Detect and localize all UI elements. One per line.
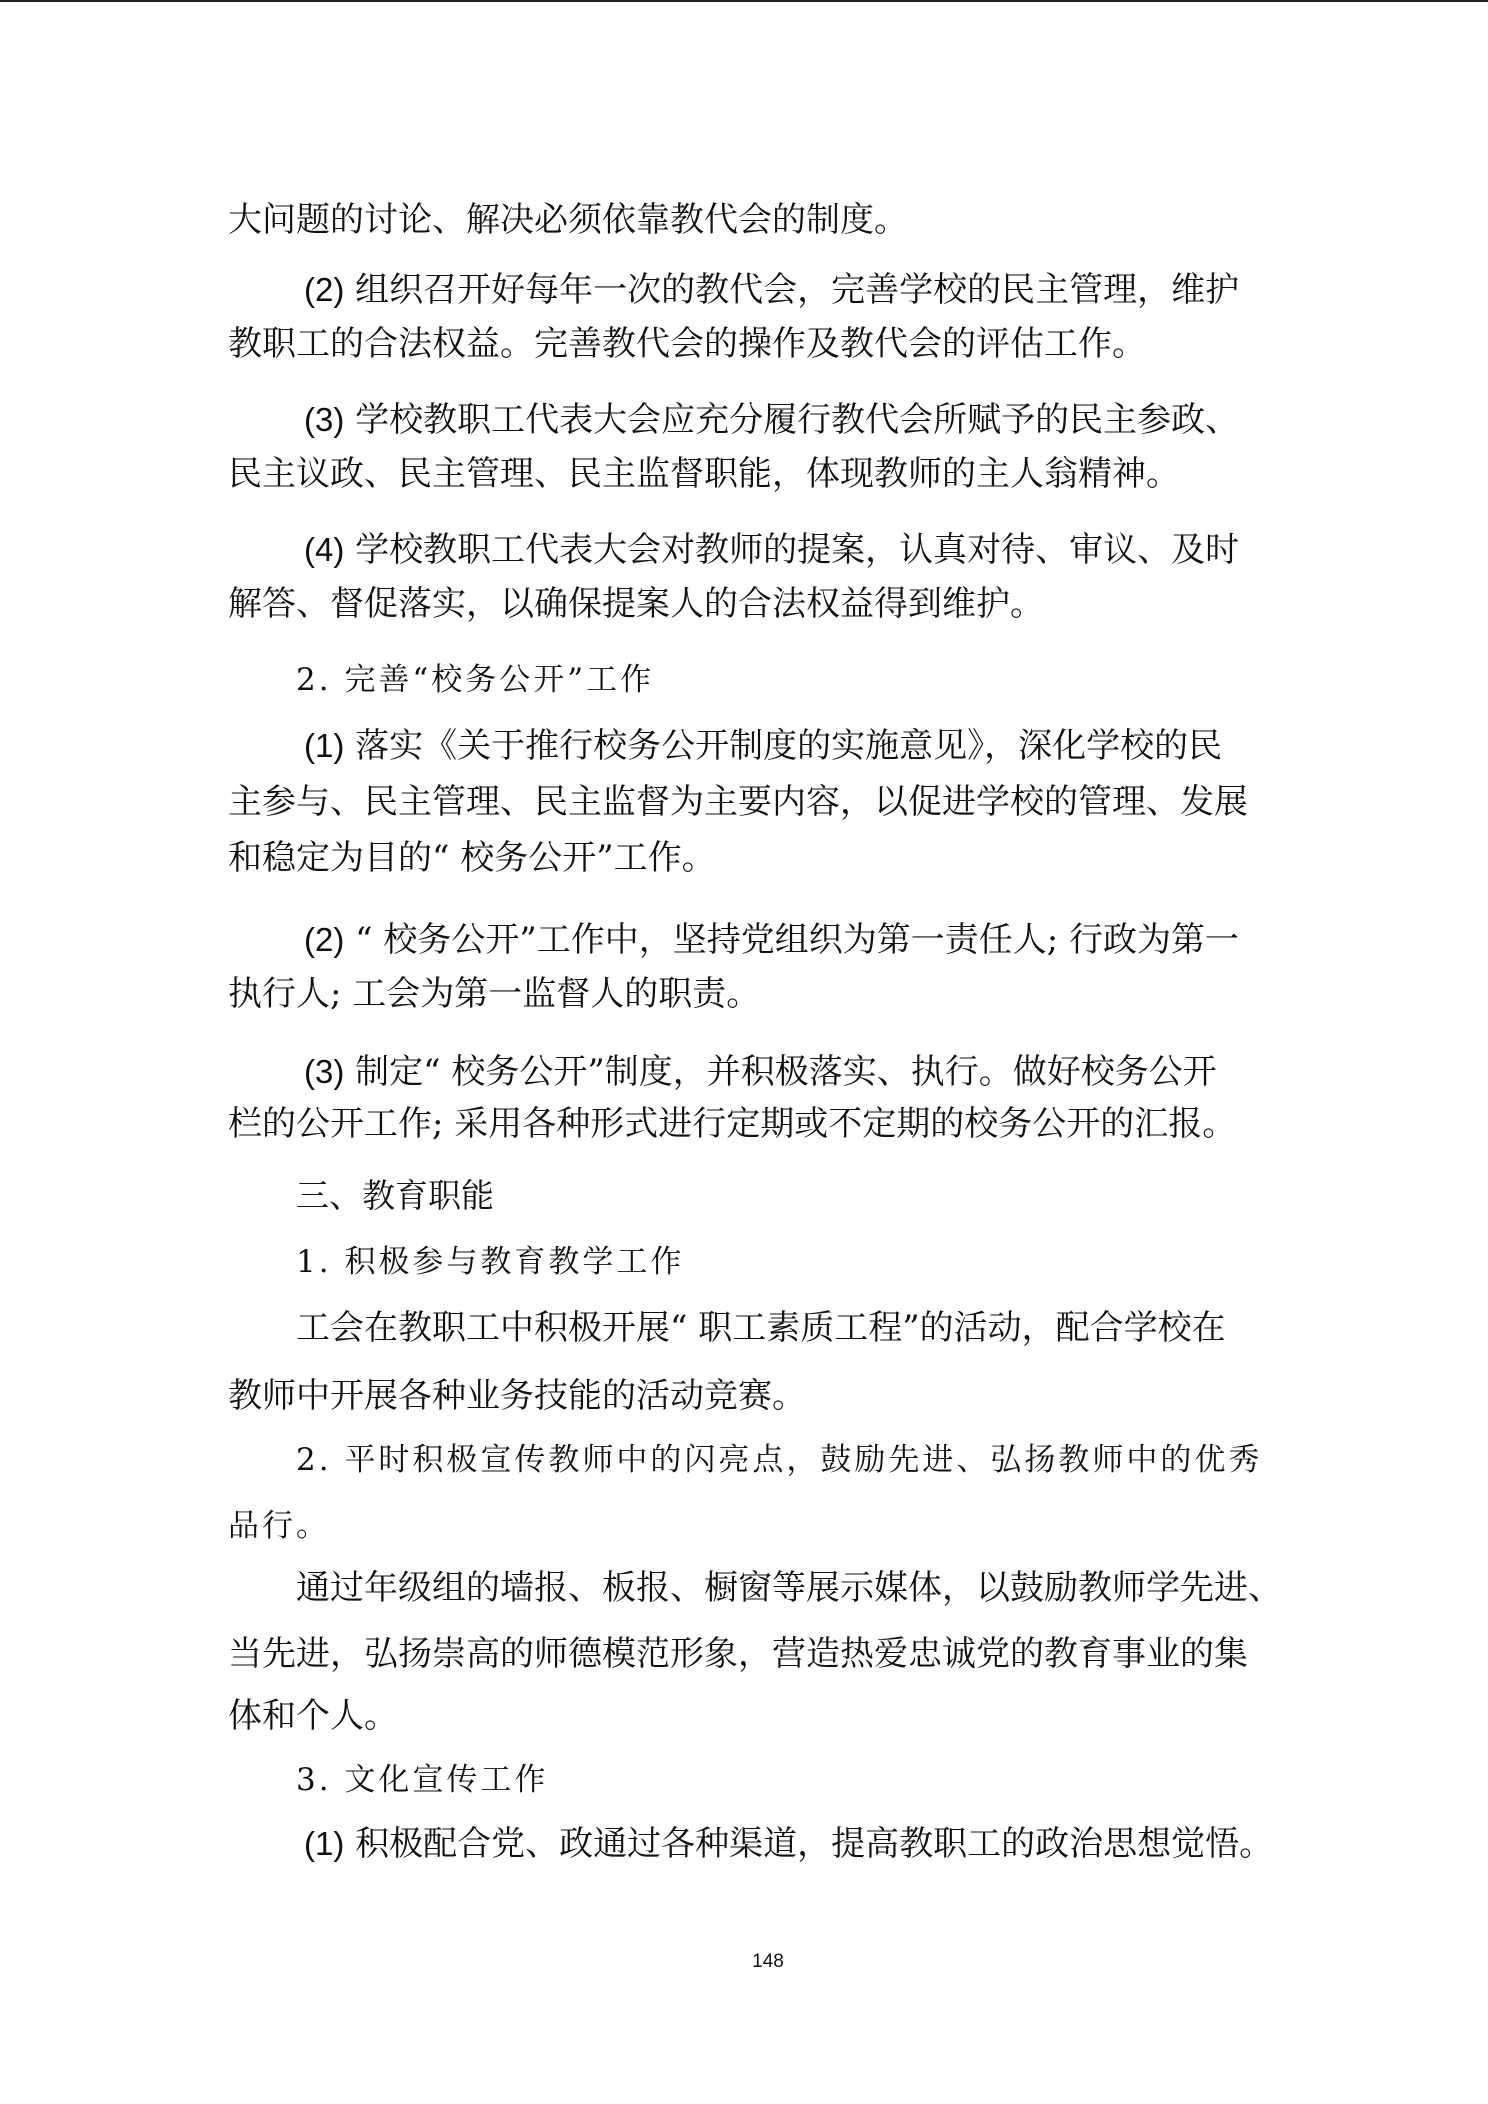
- subsection-heading: [296, 1242, 684, 1282]
- text-line: 栏的公开工作; 采用各种形式进行定期或不定期的校务公开的汇报。: [228, 1104, 1237, 1144]
- item-text: 组织召开好每年一次的教代会，完善学校的民主管理，维护: [355, 270, 1240, 310]
- subsection-text: 积极参与教育教学工作: [344, 1244, 685, 1280]
- page-number: 148: [752, 1951, 784, 1972]
- item-marker: 2.: [296, 662, 332, 698]
- list-item: [304, 1052, 1217, 1092]
- item-marker: (2): [304, 921, 345, 958]
- text-line: 教师中开展各种业务技能的活动竞赛。: [228, 1376, 806, 1416]
- text-line: 当先进，弘扬崇高的师德模范形象，营造热爱忠诚党的教育事业的集: [228, 1634, 1248, 1674]
- list-item: [304, 400, 1239, 440]
- item-marker: 1.: [296, 1244, 332, 1280]
- text-line: 工会在教职工中积极开展“ 职工素质工程”的活动，配合学校在: [296, 1308, 1226, 1348]
- subsection-text: 平时积极宣传教师中的闪亮点，鼓励先进、弘扬教师中的优秀: [344, 1442, 1263, 1478]
- text-line: 大问题的讨论、解决必须依靠教代会的制度。: [228, 200, 908, 240]
- item-text: 落实《关于推行校务公开制度的实施意见》，深化学校的民: [355, 726, 1223, 766]
- item-marker: (2): [304, 271, 345, 308]
- item-text: 学校教职工代表大会应充分履行教代会所赋予的民主参政、: [355, 400, 1240, 440]
- item-text: 积极配合党、政通过各种渠道，提高教职工的政治思想觉悟。: [355, 1824, 1274, 1864]
- item-marker: 2.: [296, 1442, 332, 1478]
- subsection-heading: [296, 1760, 548, 1800]
- text-line: 和稳定为目的“ 校务公开”工作。: [228, 838, 716, 878]
- item-text: 学校教职工代表大会对教师的提案，认真对待、审议、及时: [355, 530, 1240, 570]
- section-heading: 三、教育职能: [296, 1176, 494, 1215]
- subsection-text: 完善“校务公开”工作: [344, 662, 655, 698]
- item-text: “ 校务公开”工作中，坚持党组织为第一责任人; 行政为第一: [355, 920, 1239, 960]
- item-marker: (1): [304, 727, 345, 764]
- subsection-text: 文化宣传工作: [344, 1762, 549, 1798]
- text-line: 民主议政、民主管理、民主监督职能，体现教师的主人翁精神。: [228, 454, 1180, 494]
- text-line: 主参与、民主管理、民主监督为主要内容，以促进学校的管理、发展: [228, 782, 1248, 822]
- text-line: 教职工的合法权益。完善教代会的操作及教代会的评估工作。: [228, 324, 1146, 364]
- text-line: 品行。: [228, 1508, 330, 1544]
- item-marker: (4): [304, 531, 345, 568]
- item-marker: 3.: [296, 1762, 332, 1798]
- list-item: [304, 726, 1222, 766]
- text-line: 通过年级组的墙报、板报、橱窗等展示媒体，以鼓励教师学先进、: [296, 1568, 1282, 1608]
- list-item: [304, 920, 1239, 960]
- list-item: [304, 530, 1239, 570]
- subsection-heading: [296, 660, 654, 700]
- item-marker: (1): [304, 1825, 345, 1862]
- item-text: 制定“ 校务公开”制度，并积极落实、执行。做好校务公开: [355, 1052, 1217, 1092]
- subsection-heading: [296, 1440, 1262, 1480]
- text-line: 体和个人。: [228, 1696, 398, 1736]
- item-marker: (3): [304, 401, 345, 438]
- list-item: [304, 1824, 1273, 1864]
- list-item: [304, 270, 1239, 310]
- text-line: 执行人; 工会为第一监督人的职责。: [228, 974, 761, 1014]
- item-marker: (3): [304, 1053, 345, 1090]
- text-line: 解答、督促落实，以确保提案人的合法权益得到维护。: [228, 584, 1044, 624]
